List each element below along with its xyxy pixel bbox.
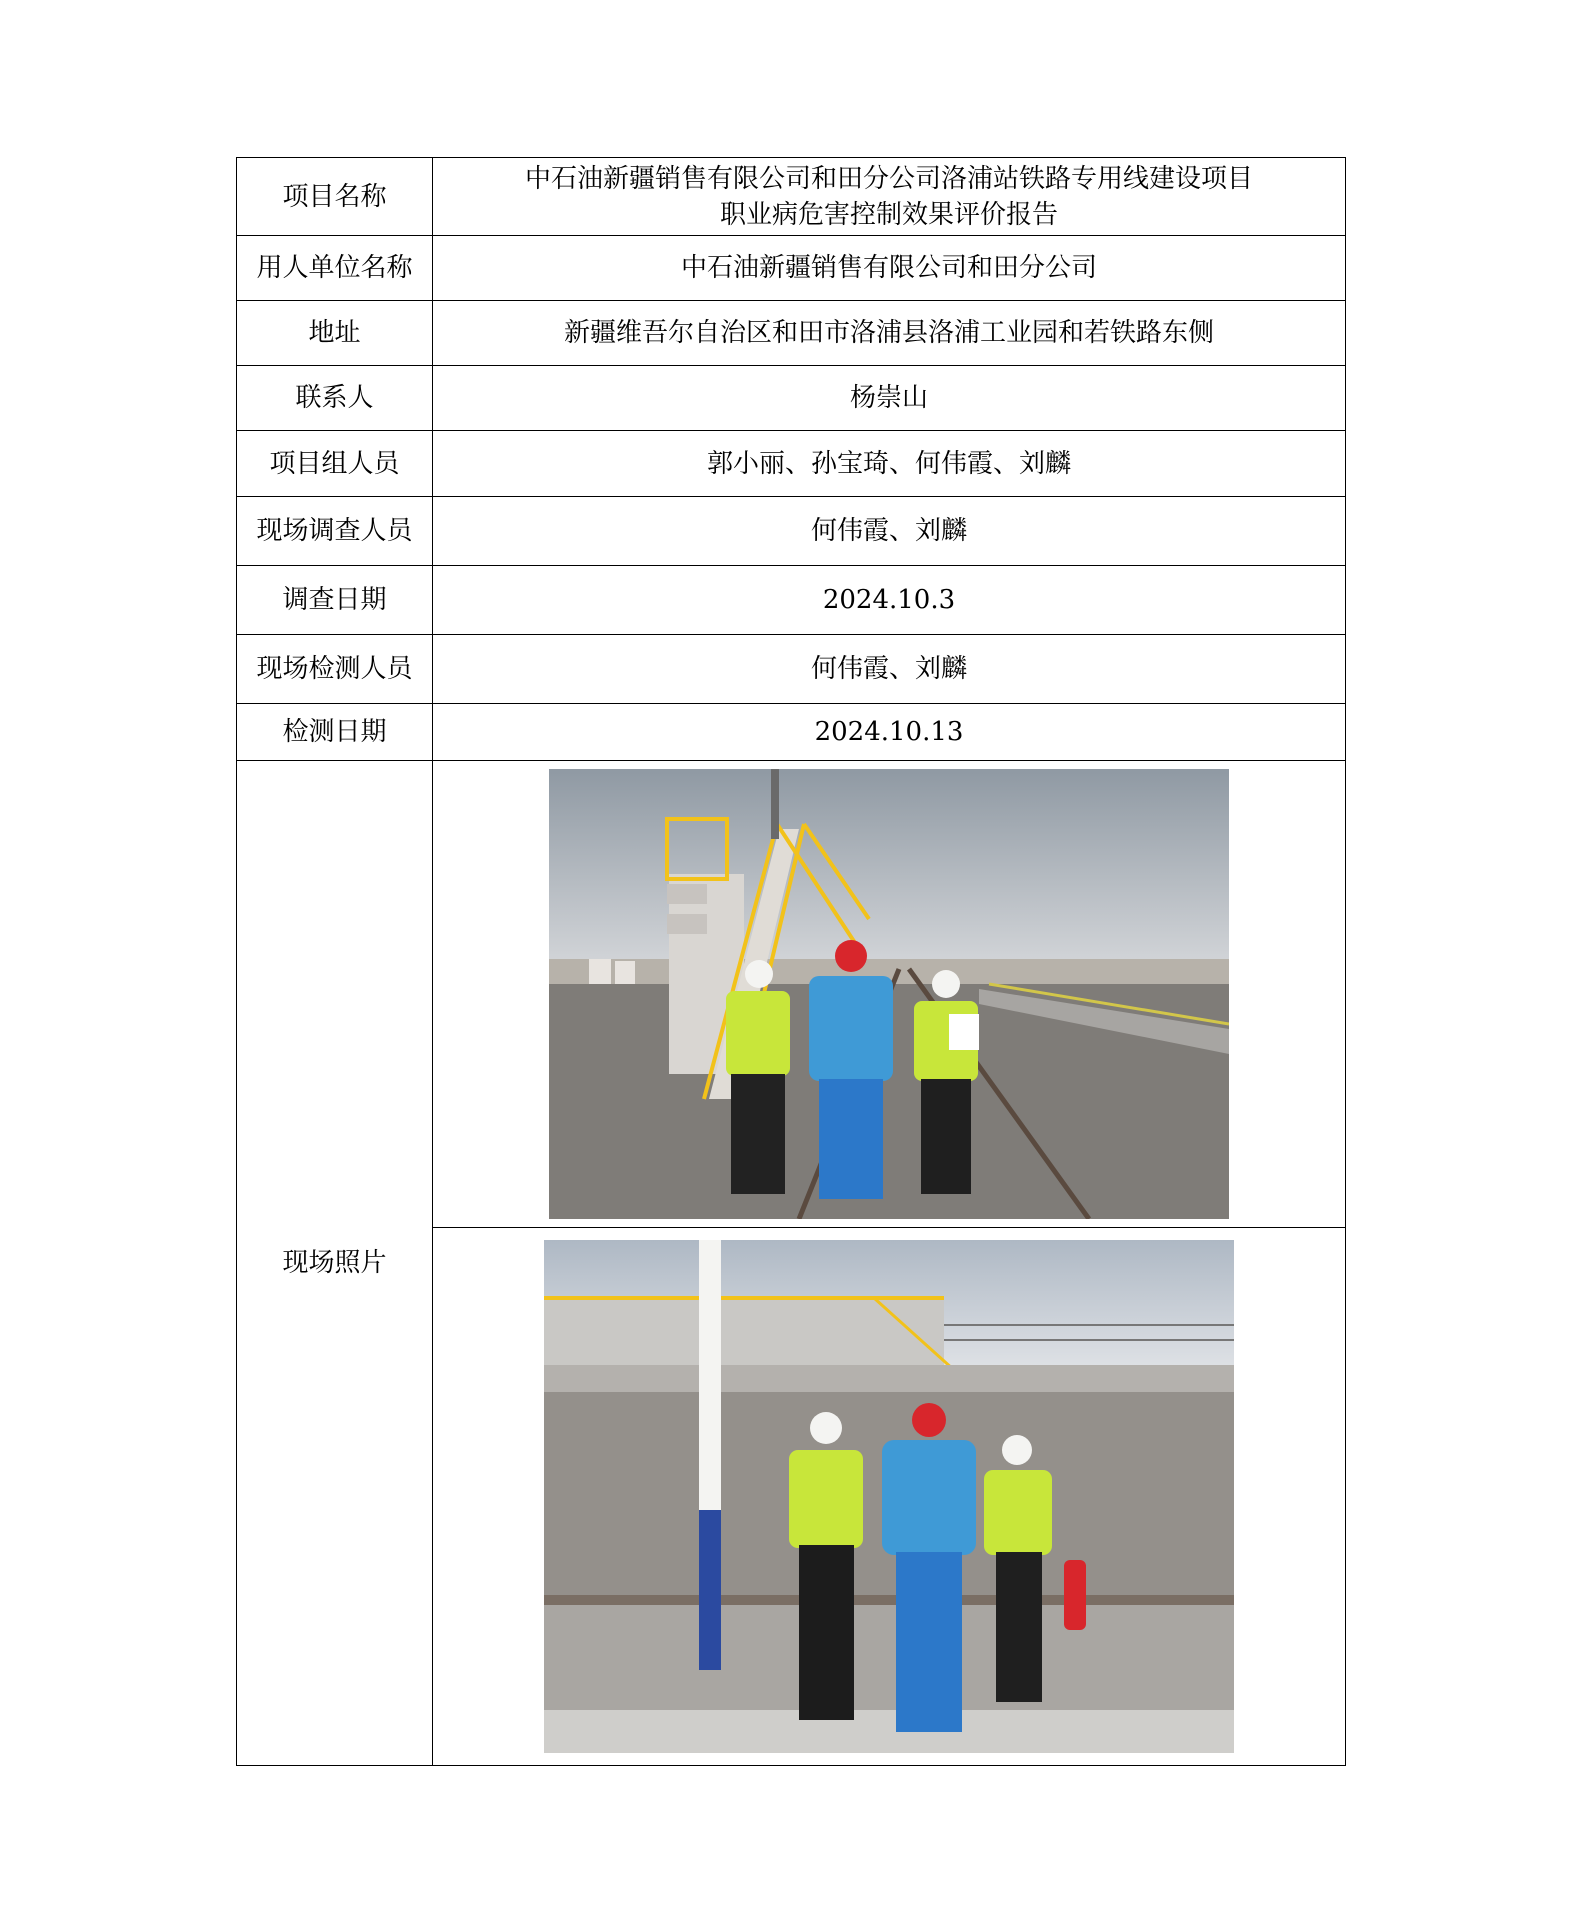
value-test-staff: 何伟霞、刘麟 [433, 635, 1346, 704]
value-survey-staff: 何伟霞、刘麟 [433, 497, 1346, 566]
photos-cell [433, 761, 1346, 1766]
label-survey-date: 调查日期 [237, 566, 433, 635]
label-contact: 联系人 [237, 366, 433, 431]
value-address: 新疆维吾尔自治区和田市洛浦县洛浦工业园和若铁路东侧 [433, 301, 1346, 366]
value-contact: 杨崇山 [433, 366, 1346, 431]
label-project-name: 项目名称 [237, 158, 433, 236]
label-team: 项目组人员 [237, 431, 433, 497]
label-test-staff: 现场检测人员 [237, 635, 433, 704]
value-survey-date: 2024.10.3 [433, 566, 1346, 635]
site-photo-1 [549, 769, 1229, 1219]
value-project-name [433, 158, 1346, 236]
label-employer: 用人单位名称 [237, 236, 433, 301]
label-address: 地址 [237, 301, 433, 366]
photo-2-frame [433, 1228, 1345, 1765]
label-test-date: 检测日期 [237, 704, 433, 761]
project-name-line2: 职业病危害控制效果评价报告 [719, 199, 1058, 230]
label-photos: 现场照片 [237, 761, 433, 1766]
photo-1-frame [433, 761, 1345, 1228]
value-test-date: 2024.10.13 [433, 704, 1346, 761]
value-employer: 中石油新疆销售有限公司和田分公司 [433, 236, 1346, 301]
report-info-table [236, 157, 1346, 1766]
label-survey-staff: 现场调查人员 [237, 497, 433, 566]
project-name-line1: 中石油新疆销售有限公司和田分公司洛浦站铁路专用线建设项目 [524, 163, 1253, 194]
value-team: 郭小丽、孙宝琦、何伟霞、刘麟 [433, 431, 1346, 497]
site-photo-2 [544, 1240, 1234, 1753]
